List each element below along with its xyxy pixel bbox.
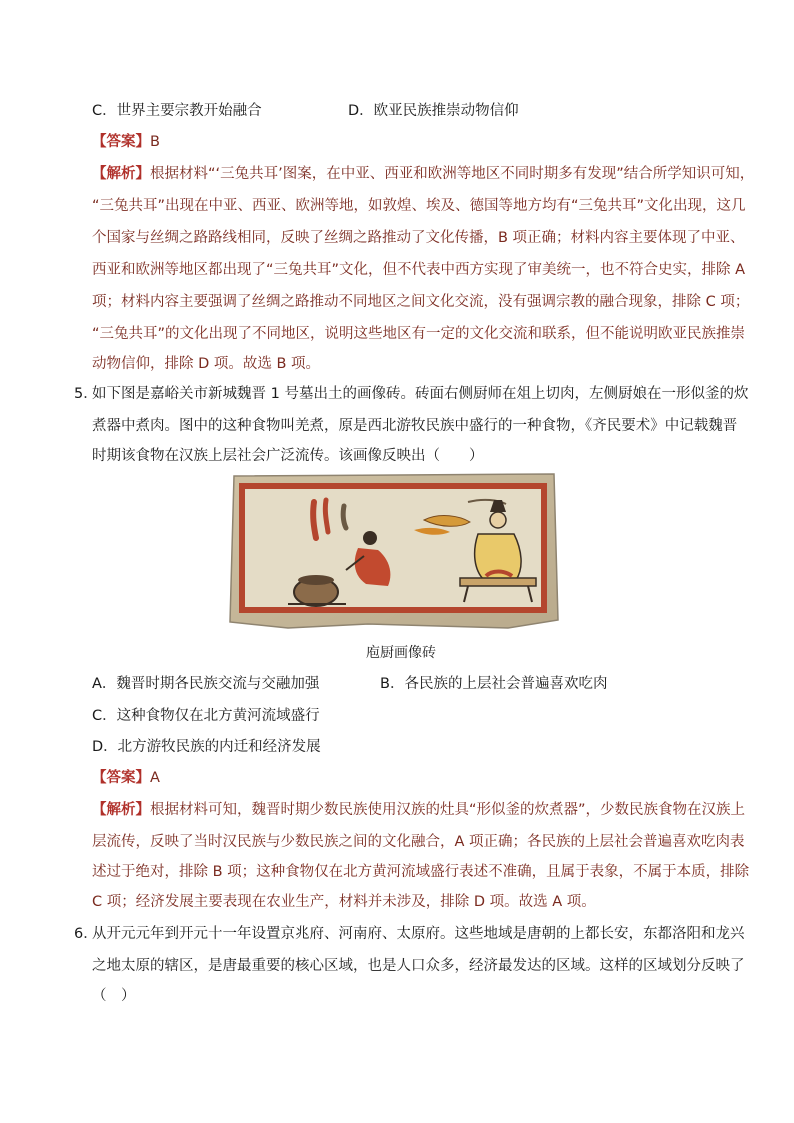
question-5-stem-1: 如下图是嘉峪关市新城魏晋 1 号墓出土的画像砖。砖面右侧厨师在俎上切肉，左侧厨娘在一形似釜的炊 [92,386,749,402]
question-5-analysis-line-2: 层流传，反映了当时汉民族与少数民族之间的文化融合，A 项正确；各民族的上层社会普遍喜欢吃肉表 [92,834,745,850]
prev-analysis-line-5: 项；材料内容主要强调了丝绸之路推动不同地区之间文化交流，没有强调宗教的融合现象，排除 C 项； [92,294,750,310]
answer-tag: 【答案】 [92,770,150,786]
prev-analysis-line-4: 西亚和欧洲等地区都出现了“三兔共耳”文化，但不代表中西方实现了审美统一，也不符合史实，排除 A [92,262,746,278]
prev-option-d: D．欧亚民族推崇动物信仰 [348,103,519,119]
answer-value: A [150,770,160,786]
prev-analysis-line-7: 动物信仰，排除 D 项。故选 B 项。 [92,356,321,372]
prev-analysis-line-3: 个国家与丝绸之路路线相同，反映了丝绸之路推动了文化传播，B 项正确；材料内容主要体现了中亚、 [92,230,745,246]
question-5-option-c: C．这种食物仅在北方黄河流域盛行 [92,708,320,724]
prev-option-c: C．世界主要宗教开始融合 [92,103,262,119]
analysis-tag: 【解析】 [92,802,150,818]
question-5-option-b: B．各民族的上层社会普遍喜欢吃肉 [380,676,608,692]
question-5-analysis-line-4: C 项；经济发展主要表现在农业生产，材料并未涉及，排除 D 项。故选 A 项。 [92,894,596,910]
brick-painting-svg [228,472,560,630]
analysis-text: 根据材料可知，魏晋时期少数民族使用汉族的灶具“形似釜的炊煮器”，少数民族食物在汉族上 [150,802,746,818]
kitchen-brick-image [228,472,560,630]
answer-tag: 【答案】 [92,134,150,150]
question-5-option-d: D．北方游牧民族的内迁和经济发展 [92,739,321,755]
prev-analysis-line-1 [92,164,754,184]
question-5-answer-line [92,768,160,788]
prev-answer-line [92,132,160,152]
answer-value: B [150,134,160,150]
question-6-stem-3: （ ） [92,988,136,1004]
question-5-analysis-line-1 [92,800,745,820]
analysis-text: 根据材料“‘三兔共耳’图案，在中亚、西亚和欧洲等地区不同时期多有发现”结合所学知识可知， [150,166,755,182]
question-6-stem-2: 之地太原的辖区，是唐最重要的核心区域，也是人口众多，经济最发达的区域。这样的区域划分反映了 [92,958,745,974]
question-5-stem-2: 煮器中煮肉。图中的这种食物叫羌煮，原是西北游牧民族中盛行的一种食物，《齐民要术》中记载魏晋 [92,418,738,434]
prev-analysis-line-2: “三兔共耳”出现在中亚、西亚、欧洲等地，如敦煌、埃及、德国等地方均有“三兔共耳”文化出现，这几 [92,198,746,214]
question-5-stem-3: 时期该食物在汉族上层社会广泛流传。该画像反映出（ ） [92,448,484,464]
question-5-number: 5． [74,386,98,402]
question-5-option-a: A．魏晋时期各民族交流与交融加强 [92,676,320,692]
analysis-tag: 【解析】 [92,166,150,182]
question-6-stem-1: 从开元元年到开元十一年设置京兆府、河南府、太原府。这些地域是唐朝的上都长安，东都洛阳和龙兴 [92,926,745,942]
figure-caption: 庖厨画像砖 [366,645,436,661]
question-5-analysis-line-3: 述过于绝对，排除 B 项；这种食物仅在北方黄河流域盛行表述不准确，且属于表象，不属于本质，排除 [92,864,750,880]
question-6-number: 6． [74,926,98,942]
prev-analysis-line-6: “三兔共耳”的文化出现了不同地区，说明这些地区有一定的文化交流和联系，但不能说明欧亚民族推崇 [92,326,746,342]
